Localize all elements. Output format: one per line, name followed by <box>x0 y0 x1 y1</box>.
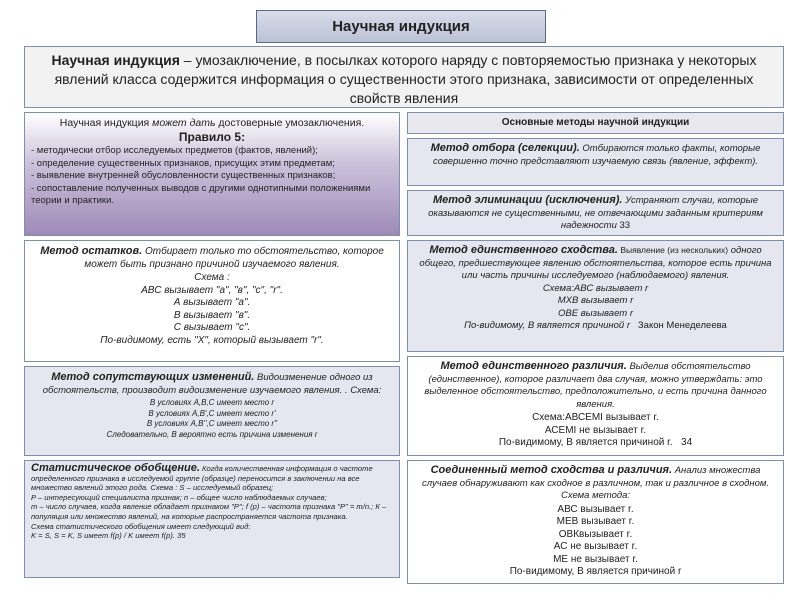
elimination-page-number: 33 <box>619 220 631 231</box>
rule-heading: Правило 5: <box>178 130 246 144</box>
joint-conclusion: По-видимому, В является причиной r <box>509 566 682 577</box>
methods-header: Основные методы научной индукции <box>407 112 784 134</box>
statistical-line: Схема статистического обобщения имеет следующий вид: <box>31 521 251 531</box>
residues-line: Схема : <box>194 272 230 283</box>
joint-line: АС не вызывает r. <box>553 541 638 552</box>
residues-desc: Отбирает только то обстоятельство, которое может быть признано причиной изучаемого явления. <box>84 246 384 270</box>
residues-name: Метод остатков. <box>40 245 143 257</box>
difference-line: Схема:АВСЕМІ вызывает r. <box>532 412 659 423</box>
concomitant-line: В условиях А,В'',С имеет место r'' <box>146 419 278 428</box>
rule-intro-a: Научная индукция <box>59 117 153 129</box>
difference-page-number: 34 <box>681 437 693 448</box>
agreement-law: Закон Менеделеева <box>637 320 727 331</box>
concomitant-line: Следовательно, В вероятно есть причина изменения r <box>106 429 318 439</box>
joint-line: МЕВ вызывает r. <box>556 516 635 527</box>
joint-line: АВС вызывает r. <box>557 503 634 515</box>
residues-line: А вызывает "а". <box>173 297 251 308</box>
statistical-line: K = S, S = K, S имеет f(p) / K имеет f(p). 35 <box>31 531 186 541</box>
page-title: Научная индукция <box>256 10 546 43</box>
joint-line: МЕ не вызывает r. <box>553 553 638 565</box>
rule-item: - определение существенных признаков, присущих этим предметам; <box>31 157 335 169</box>
definition-text: – умозаключение, в посылках которого наряду с повторяемостью признака у некоторых явлений класса содержится информация о существенности этого признака, зависимости от определенных свойств явления <box>54 52 757 106</box>
difference-conclusion: По-видимому, В является причиной r. <box>498 437 673 448</box>
elimination-desc: Устраняют случаи, которые оказываются не существенными, не отвечающими заданным критериям надежности <box>428 195 763 231</box>
agreement-line: ОВЕ вызывает r <box>558 307 633 319</box>
concomitant-line: В условиях А,В',С имеет место r' <box>148 408 276 418</box>
elimination-name: Метод элиминации (исключения). <box>432 194 623 206</box>
selection-box <box>407 138 784 186</box>
concomitant-line: В условиях А,В,С имеет место r <box>149 398 275 407</box>
difference-name: Метод единственного различия. <box>440 360 627 372</box>
joint-name: Соединенный метод сходства и различия. <box>430 464 673 476</box>
residues-box <box>24 240 400 362</box>
agreement-desc-b: одного общего, предшествующее явлению обстоятельства, которое есть причина или часть причины исследуемого (наблюдаемого) явления. <box>419 245 772 281</box>
joint-line: ОВКвызывает r. <box>558 528 633 540</box>
agreement-line: Схема:АВС вызывает r <box>542 282 649 294</box>
agreement-name: Метод единственного сходства. <box>429 244 618 256</box>
rule-item: - сопоставление полученных выводов с другими однотипными положениями теории и практики. <box>31 182 371 206</box>
difference-desc: Выделив обстоятельство (единственное), которое различает два случая, можно утверждать: это выделенное обстоятельство, предположительно, и есть причина данного явления. <box>424 361 767 410</box>
residues-line: По-видимому, есть "Х", который вызывает "r". <box>100 334 324 346</box>
concomitant-box <box>24 366 400 456</box>
residues-line: С вызывает "с". <box>173 322 251 333</box>
difference-box <box>407 356 784 456</box>
agreement-box <box>407 240 784 352</box>
rule-intro-b: может дать <box>152 117 216 129</box>
concomitant-desc: Видоизменение одного из обстоятельств, производит видоизменение изучаемого явления. . Схема: <box>42 372 382 396</box>
rule-intro <box>31 117 393 130</box>
rule-item: - методически отбор исследуемых предметов (фактов, явлений); <box>31 145 318 156</box>
joint-desc: Анализ множества случаев обнаруживают как сходное в различном, так и различное в сходном. Схема метода: <box>421 465 770 501</box>
statistical-name: Статистическое обобщение. <box>31 462 200 474</box>
definition-term: Научная индукция <box>51 52 180 68</box>
statistical-box <box>24 460 400 578</box>
agreement-conclusion: По-видимому, В является причиной r <box>464 320 630 331</box>
rule-intro-c: достоверные умозаключения. <box>215 117 365 129</box>
selection-name: Метод отбора (селекции). <box>430 142 580 154</box>
selection-desc: Отбираются только факты, которые совершенно точно представляют изучаемую связь (явление, эффект). <box>432 143 761 167</box>
statistical-line: P – интересующий специалиста признак; n – общее число наблюдаемых случаев; <box>31 492 327 502</box>
joint-box <box>407 460 784 584</box>
elimination-box <box>407 190 784 236</box>
residues-line: АВС вызывает "а", "в", "с", "r". <box>141 284 283 296</box>
agreement-desc-a: Выявление (из нескольких) <box>617 245 729 255</box>
definition-box <box>24 46 784 108</box>
residues-line: В вызывает "в". <box>173 309 251 321</box>
agreement-line: МХВ вызывает r <box>557 295 634 306</box>
statistical-line: m – число случаев, когда явление обладает признаком "P"; f (p) – частота признака "P" = m/n.; К – популяция или множество явлений, на которые распространяется частота признака. <box>31 502 387 521</box>
statistical-desc: Когда количественная информация о частоте определенного признака в исследуемой группе (образце) переносится в заключении на все множество явлений этого рода. Схема : S – исследуемый образец; <box>31 464 373 493</box>
concomitant-name: Метод сопутствующих изменений. <box>51 371 255 383</box>
rule-item: - выявление внутренней обусловленности существенных признаков; <box>31 170 336 181</box>
rule-box <box>24 112 400 236</box>
difference-line: АСЕМІ не вызывает r. <box>544 424 647 436</box>
